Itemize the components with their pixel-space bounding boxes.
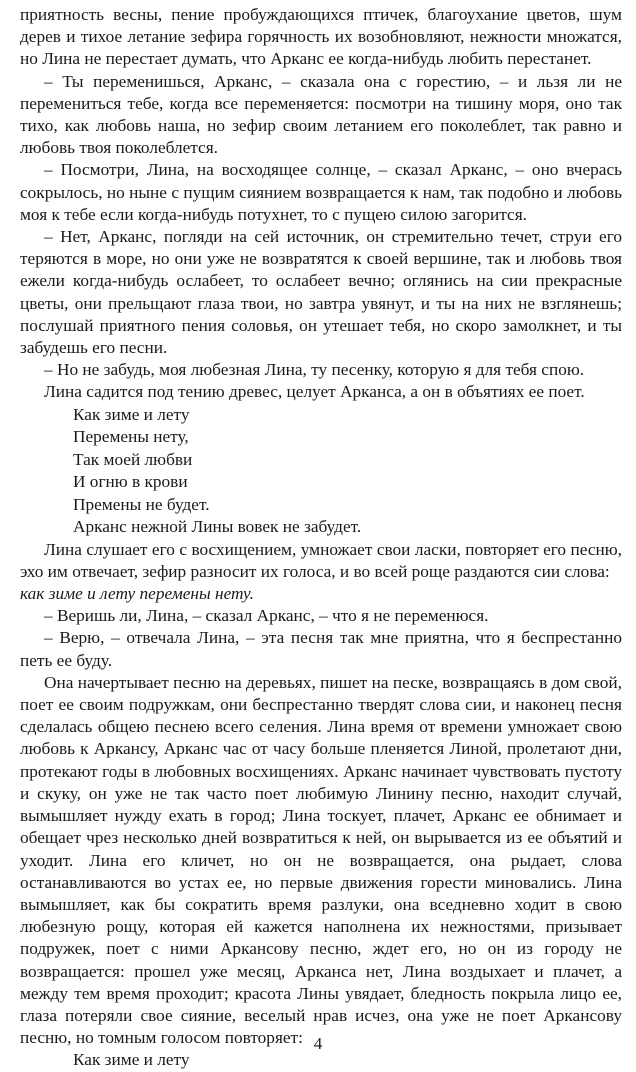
verse-line: Как зиме и лету: [73, 404, 190, 424]
verse-line: Как зиме и лету: [73, 1050, 190, 1070]
paragraph: – Веришь ли, Лина, – сказал Арканс, – что я не переменюся.: [44, 606, 489, 626]
page-body: [20, 4, 622, 1072]
paragraph: – Верю, – отвечала Лина, – эта песня так мне приятна, что я беспрестанно петь ее буду.: [20, 628, 622, 670]
paragraph-text: Лина слушает его с восхищением, умножает свои ласки, повторяет его песню, эхо им отвечает, зефир разносит их голоса, и во всей роще раздаются сии слова:: [20, 539, 622, 581]
italic-quote: как зиме и лету перемены нету.: [20, 584, 254, 604]
verse-line: Так моей любви: [73, 449, 193, 469]
verse-line: Премены не будет.: [73, 494, 210, 514]
paragraph: Она начертывает песню на деревьях, пишет на песке, возвращаясь в дом свой, поет ее своим подружкам, они беспрестанно твердят слова сии, и наконец песня сделалась общею песнею всего селения. Лина время от времени умножает свою любовь к Аркансу, Арканс час от часу больше пленяется Линой, пролетают дни, протекают годы в любовных восхищениях. Арканс начинает чувствовать пустоту и скуку, он уже не так часто поет любимую Линину песню, находит случай, вымышляет нужду ехать в город; Лина тоскует, плачет, Арканс ее обнимает и обещает чрез несколько дней возвратиться к ней, он вырывается из ее объятий и уходит. Лина его кличет, но он не возвращается, она рыдает, слова останавливаются во устах ее, но первые движения горести миновались. Лина вымышляет, как бы сократить время разлуки, она вседневно ходит в свою любезную рощу, которая ей кажется наполнена их нежностями, призывает подружек, поет с ними Арканcову песню, ждет его, но он из городу не возвращается: прошел уже месяц, Арканса нет, Лина воздыхает и плачет, а между тем время проходит; красота Лины увядает, бледность покрыла лицо ее, глаза потеряли свое сияние, веселый нрав исчез, она уже не поет Аркансову песню, но томным голосом повторяет:: [20, 672, 622, 1048]
verse-line: Арканс нежной Лины вовек не забудет.: [73, 517, 362, 537]
song-verse: [20, 404, 622, 539]
page-number: 4: [313, 1034, 323, 1053]
paragraph: Лина садится под тению древес, целует Арканса, а он в объятиях ее поет.: [44, 382, 585, 402]
paragraph: [20, 539, 622, 606]
paragraph: – Но не забудь, моя любезная Лина, ту песенку, которую я для тебя спою.: [44, 360, 585, 380]
verse-line: Перемены нету,: [73, 427, 189, 447]
paragraph: – Нет, Арканс, погляди на сей источник, он стремительно течет, струи его теряются в море, но они уже не возвратятся к своей вершине, так и любовь твоя ежели когда-нибудь ослабеет, то ослабеет вечно; оглянись на сии прекрасные цветы, они прельщают глаза твои, но завтра увянут, и ты на них не взглянешь; послушай приятного пения соловья, он утешает тебя, но скоро замолкнет, и ты забудешь его песни.: [20, 227, 622, 358]
paragraph: – Посмотри, Лина, на восходящее солнце, – сказал Арканс, – оно вчерась сокрылось, но ныне с пущим сиянием возвращается к нам, так подобно и любовь моя к тебе если когда-нибудь потухнет, то с пущею силою загорится.: [20, 160, 622, 224]
paragraph-continuation: приятность весны, пение пробуждающихся птичек, благоухание цветов, шум дерев и тихое летание зефира горячность их возобновляют, нежности множатся, но Лина не перестает думать, что Арканс ее когда-нибудь любить перестанет.: [20, 5, 622, 69]
paragraph: – Ты переменишься, Арканс, – сказала она с горестию, – и льзя ли не перемениться тебе, когда все переменяется: посмотри на тишину моря, оно так тихо, как любовь наша, но зефир своим летанием его поколеблет, так равно и любовь твоя поколеблется.: [20, 71, 622, 158]
verse-line: И огню в крови: [73, 472, 188, 492]
